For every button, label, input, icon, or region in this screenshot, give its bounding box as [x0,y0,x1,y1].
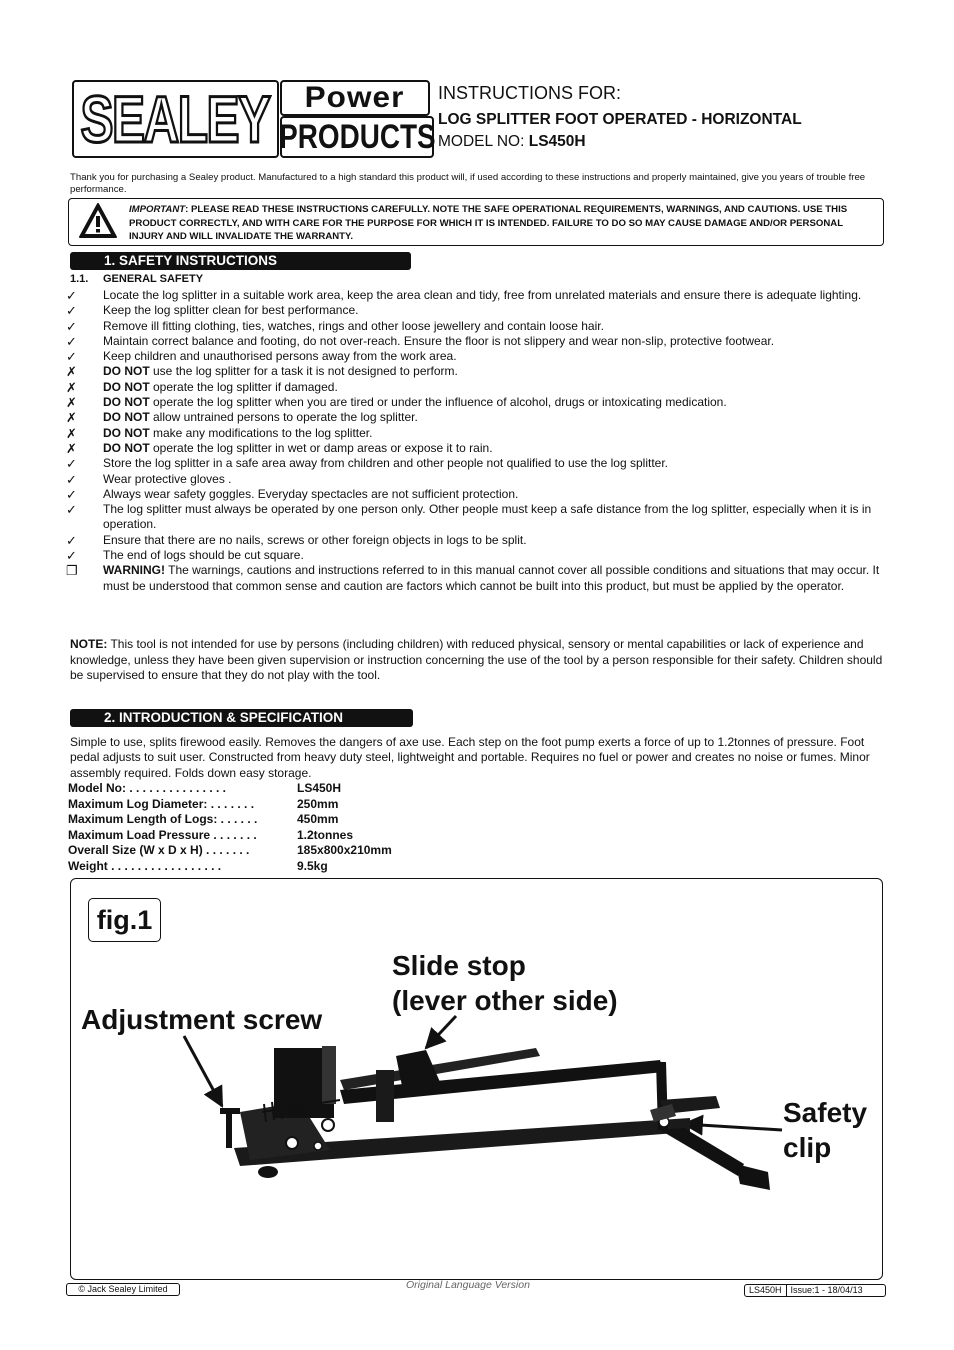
safety-list-bold: DO NOT [103,410,150,425]
safety-list-body: Wear protective gloves . [103,471,232,486]
cross-icon: ✗ [66,379,77,395]
spec-value: 185x800x210mm [297,843,392,857]
spec-label: Overall Size (W x D x H) . . . . . . . [68,843,250,857]
model-value: LS450H [528,133,586,150]
check-icon: ✓ [66,486,77,502]
adjustment-screw-arrow [184,1036,222,1106]
safety-list-bold: DO NOT [103,364,150,379]
note-lead: NOTE: [70,637,108,651]
spec-label: Maximum Load Pressure . . . . . . . [68,827,257,842]
safety-list-body: Keep children and unauthorised persons away from the work area. [103,349,457,364]
spec-value: LS450H [297,781,342,795]
safety-list-body: The end of logs should be cut square. [103,548,304,563]
sealey-logo-text: SEALEY [80,82,271,156]
important-body: : PLEASE READ THESE INSTRUCTIONS CAREFULLY. NOTE THE SAFE OPERATIONAL REQUIREMENTS, WARNINGS, AND CAUTIONS. USE THIS PRODUCT CORRECTLY, AND WITH CARE FOR THE PURPOSE FOR WHICH IT IS INTENDED. FAILURE TO DO SO MAY CAUSE DAMAGE AND/OR PERSONAL INJURY AND WILL INVALIDATE THE WARRANTY. [129,204,848,242]
spec-label: Weight . . . . . . . . . . . . . . . . . [68,858,222,873]
safety-list-body: make any modifications to the log splitter. [149,425,373,440]
intro-paragraph: Simple to use, splits firewood easily. Removes the dangers of axe use. Each step on the foot pump exerts a force of up to 1.2tonnes of pressure. Foot pedal adjusts to suit user. Constructed from heavy duty steel, lightweight and portable. Requires no fuel or power and creates no noise or fumes. Minor assembly required. Folds down easy storage. [70,735,870,780]
safety-clip-arrow [684,1124,782,1130]
cross-icon: ✗ [66,395,77,411]
check-icon: ✓ [66,333,77,349]
spec-value: 1.2tonnes [297,827,354,842]
check-icon: ✓ [66,548,77,564]
subsection-title: GENERAL SAFETY [103,273,204,285]
safety-list-bold: DO NOT [103,440,150,455]
instructions-for: INSTRUCTIONS FOR: [438,83,621,103]
safety-list-body: Store the log splitter in a safe area away from children and other people not qualified to use the log splitter. [103,456,669,471]
cross-icon: ✗ [66,440,77,456]
safety-list-body: Locate the log splitter in a suitable work area, keep the area clean and tidy, free from unrelated materials and ensure there is adequate lighting. [103,288,862,302]
safety-list-body: The log splitter must always be operated by one person only. Other people must keep a safe distance from the log splitter, especially when it is in operation. [103,502,872,532]
safety-list-body: operate the log splitter when you are tired or under the influence of alcohol, drugs or intoxicating medication. [149,395,727,410]
safety-list-bold: DO NOT [103,379,150,394]
footer-issue: Issue:1 - 18/04/13 [790,1285,863,1295]
slide-stop-arrow [426,1016,456,1048]
safety-list-bold: DO NOT [103,395,150,410]
safety-list-body: Keep the log splitter clean for best performance. [103,303,359,318]
product-title: LOG SPLITTER FOOT OPERATED - HORIZONTAL [438,111,802,128]
issue-box [744,1284,886,1297]
language-note: Original Language Version [406,1279,530,1291]
cross-icon: ✗ [66,425,77,441]
safety-list-body: operate the log splitter if damaged. [149,379,338,394]
spec-label: Maximum Length of Logs: . . . . . . [68,812,258,826]
safety-list-bold: WARNING! [103,563,165,578]
adjustment-screw-callout: Adjustment screw [81,1004,323,1035]
check-icon: ✓ [66,349,77,365]
subsection-number: 1.1. [70,273,89,285]
spec-label: Model No: . . . . . . . . . . . . . . . [68,781,227,795]
cross-icon: ✗ [66,410,77,426]
check-icon: ✓ [66,532,77,548]
safety-list-body: Ensure that there are no nails, screws or other foreign objects in logs to be split. [103,532,527,547]
spec-value: 9.5kg [297,858,328,873]
spec-value: 250mm [297,796,339,811]
power-logo-text: Power [305,81,405,114]
slide-stop-line-2: (lever other side) [392,985,618,1016]
cross-icon: ✗ [66,364,77,380]
section-2-heading: 2. INTRODUCTION & SPECIFICATION [70,709,413,727]
figure-label: fig.1 [88,898,161,942]
safety-clip-line-1: Safety [783,1097,868,1128]
important-lead: IMPORTANT [129,204,186,215]
check-icon: ✓ [66,456,77,472]
safety-list-body: The warnings, cautions and instructions referred to in this manual cannot cover all possible conditions and situations that may occur. It must be understood that common sense and caution are factors which cannot be built into this product, but must be applied by the operator. [103,563,880,593]
safety-list-body: use the log splitter for a task it is not designed to perform. [149,364,458,379]
check-icon: ✓ [66,318,77,334]
safety-list-body: Maintain correct balance and footing, do not over-reach. Ensure the floor is not slippery and wear non-slip, protective footwear. [103,333,775,348]
slide-stop-line-1: Slide stop [392,950,526,981]
spec-value: 450mm [297,812,339,826]
footer-model: LS450H [745,1285,787,1296]
check-icon: ✓ [66,303,77,319]
safety-list-body: Remove ill fitting clothing, ties, watches, rings and other loose jewellery and contain loose hair. [103,318,604,333]
safety-list-body: operate the log splitter in wet or damp areas or expose it to rain. [149,440,493,455]
safety-list-body: Always wear safety goggles. Everyday spectacles are not sufficient protection. [103,486,519,501]
thank-you-text: Thank you for purchasing a Sealey product. Manufactured to a high standard this product will, if used according to these instructions and properly maintained, give you years of trouble free performance. [70,172,866,195]
products-logo-text: PRODUCTS [278,118,436,156]
check-icon: ✓ [66,502,77,518]
safety-list-bold: DO NOT [103,425,150,440]
section-1-heading: 1. SAFETY INSTRUCTIONS [70,252,411,270]
box-icon: ❐ [66,563,78,579]
note-body: This tool is not intended for use by persons (including children) with reduced physical, sensory or mental capabilities or lack of experience and knowledge, unless they have been given supervision or instruction concerning the use of the tool by a person responsible for their safety. Children should be supervised to ensure that they do not play with the tool. [70,637,883,682]
check-icon: ✓ [66,471,77,487]
safety-list-body: allow untrained persons to operate the log splitter. [149,410,418,425]
copyright-label: © Jack Sealey Limited [66,1283,180,1296]
safety-clip-line-2: clip [783,1132,832,1163]
splitter-body [220,1046,770,1190]
check-icon: ✓ [66,288,77,303]
spec-label: Maximum Log Diameter: . . . . . . . [68,796,255,811]
model-label: MODEL NO: [438,133,525,150]
